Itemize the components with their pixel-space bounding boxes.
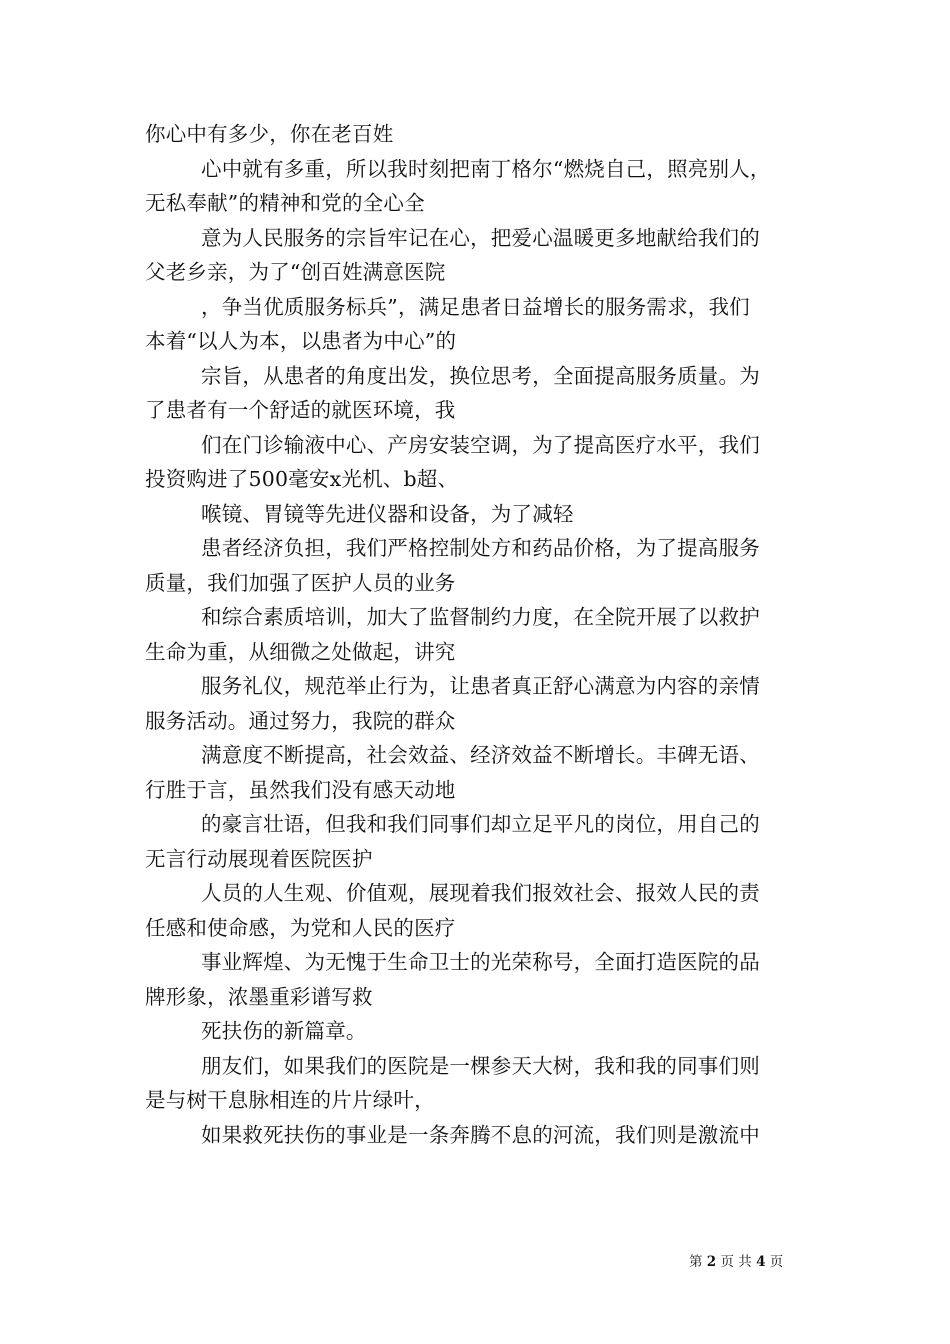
paragraph-line: 父老乡亲，为了“创百姓满意医院 [145,260,446,284]
paragraph-line: 质量，我们加强了医护人员的业务 [145,570,456,595]
paragraph-line: 心中就有多重，所以我时刻把南丁格尔“燃烧自己，照亮别人， [201,156,771,181]
total-page-number: 4 [756,1254,766,1270]
paragraph-line: 你心中有多少，你在老百姓 [145,122,394,146]
paragraph-line: 任感和使命感，为党和人民的医疗 [145,915,456,940]
page-footer [689,1250,783,1270]
paragraph-line: ，争当优质服务标兵”，满足患者日益增长的服务需求，我们 [201,294,750,319]
footer-suffix: 页 [769,1254,784,1270]
paragraph-line: 意为人民服务的宗旨牢记在心，把爱心温暖更多地献给我们的 [201,225,760,250]
document-body [145,117,815,1152]
paragraph-line: 患者经济负担，我们严格控制处方和药品价格，为了提高服务 [201,536,760,560]
paragraph-line: 宗旨，从患者的角度出发，换位思考，全面提高服务质量。为 [201,363,760,388]
paragraph-line: 死扶伤的新篇章。 [201,1019,367,1043]
paragraph-line: 行胜于言，虽然我们没有感天动地 [145,777,456,802]
footer-middle: 页 共 [720,1254,752,1270]
paragraph-line: 的豪言壮语，但我和我们同事们却立足平凡的岗位，用自己的 [201,812,760,836]
current-page-number: 2 [706,1254,717,1270]
footer-prefix: 第 [689,1254,703,1270]
paragraph-line: 了患者有一个舒适的就医环境，我 [145,398,456,422]
paragraph-line: 朋友们，如果我们的医院是一棵参天大树，我和我的同事们则 [201,1053,760,1078]
paragraph-line: 服务礼仪，规范举止行为，让患者真正舒心满意为内容的亲情 [201,674,760,698]
paragraph-line: 如果救死扶伤的事业是一条奔腾不息的河流，我们则是激流中 [201,1122,760,1147]
paragraph-line: 喉镜、胃镜等先进仪器和设备，为了减轻 [201,501,574,526]
paragraph-line: 和综合素质培训，加大了监督制约力度，在全院开展了以救护 [201,605,760,629]
paragraph-line: 服务活动。通过努力，我院的群众 [145,708,456,733]
paragraph-line: 投资购进了500毫安x光机、b超、 [145,467,459,491]
paragraph-line: 生命为重，从细微之处做起，讲究 [145,639,456,664]
paragraph-line: 是与树干息脉相连的片片绿叶， [145,1088,435,1112]
paragraph-line: 无私奉献”的精神和党的全心全 [145,191,425,215]
paragraph-line: 本着“以人为本，以患者为中心”的 [145,329,457,353]
paragraph-line: 人员的人生观、价值观，展现着我们报效社会、报效人民的责 [201,881,760,905]
paragraph-line: 牌形象，浓墨重彩谱写救 [145,984,373,1009]
paragraph-line: 满意度不断提高，社会效益、经济效益不断增长。丰碑无语、 [201,743,760,767]
paragraph-line: 无言行动展现着医院医护 [145,846,373,871]
paragraph-line: 事业辉煌、为无愧于生命卫士的光荣称号，全面打造医院的品 [201,950,760,974]
paragraph-line: 们在门诊输液中心、产房安装空调，为了提高医疗水平，我们 [201,432,760,457]
